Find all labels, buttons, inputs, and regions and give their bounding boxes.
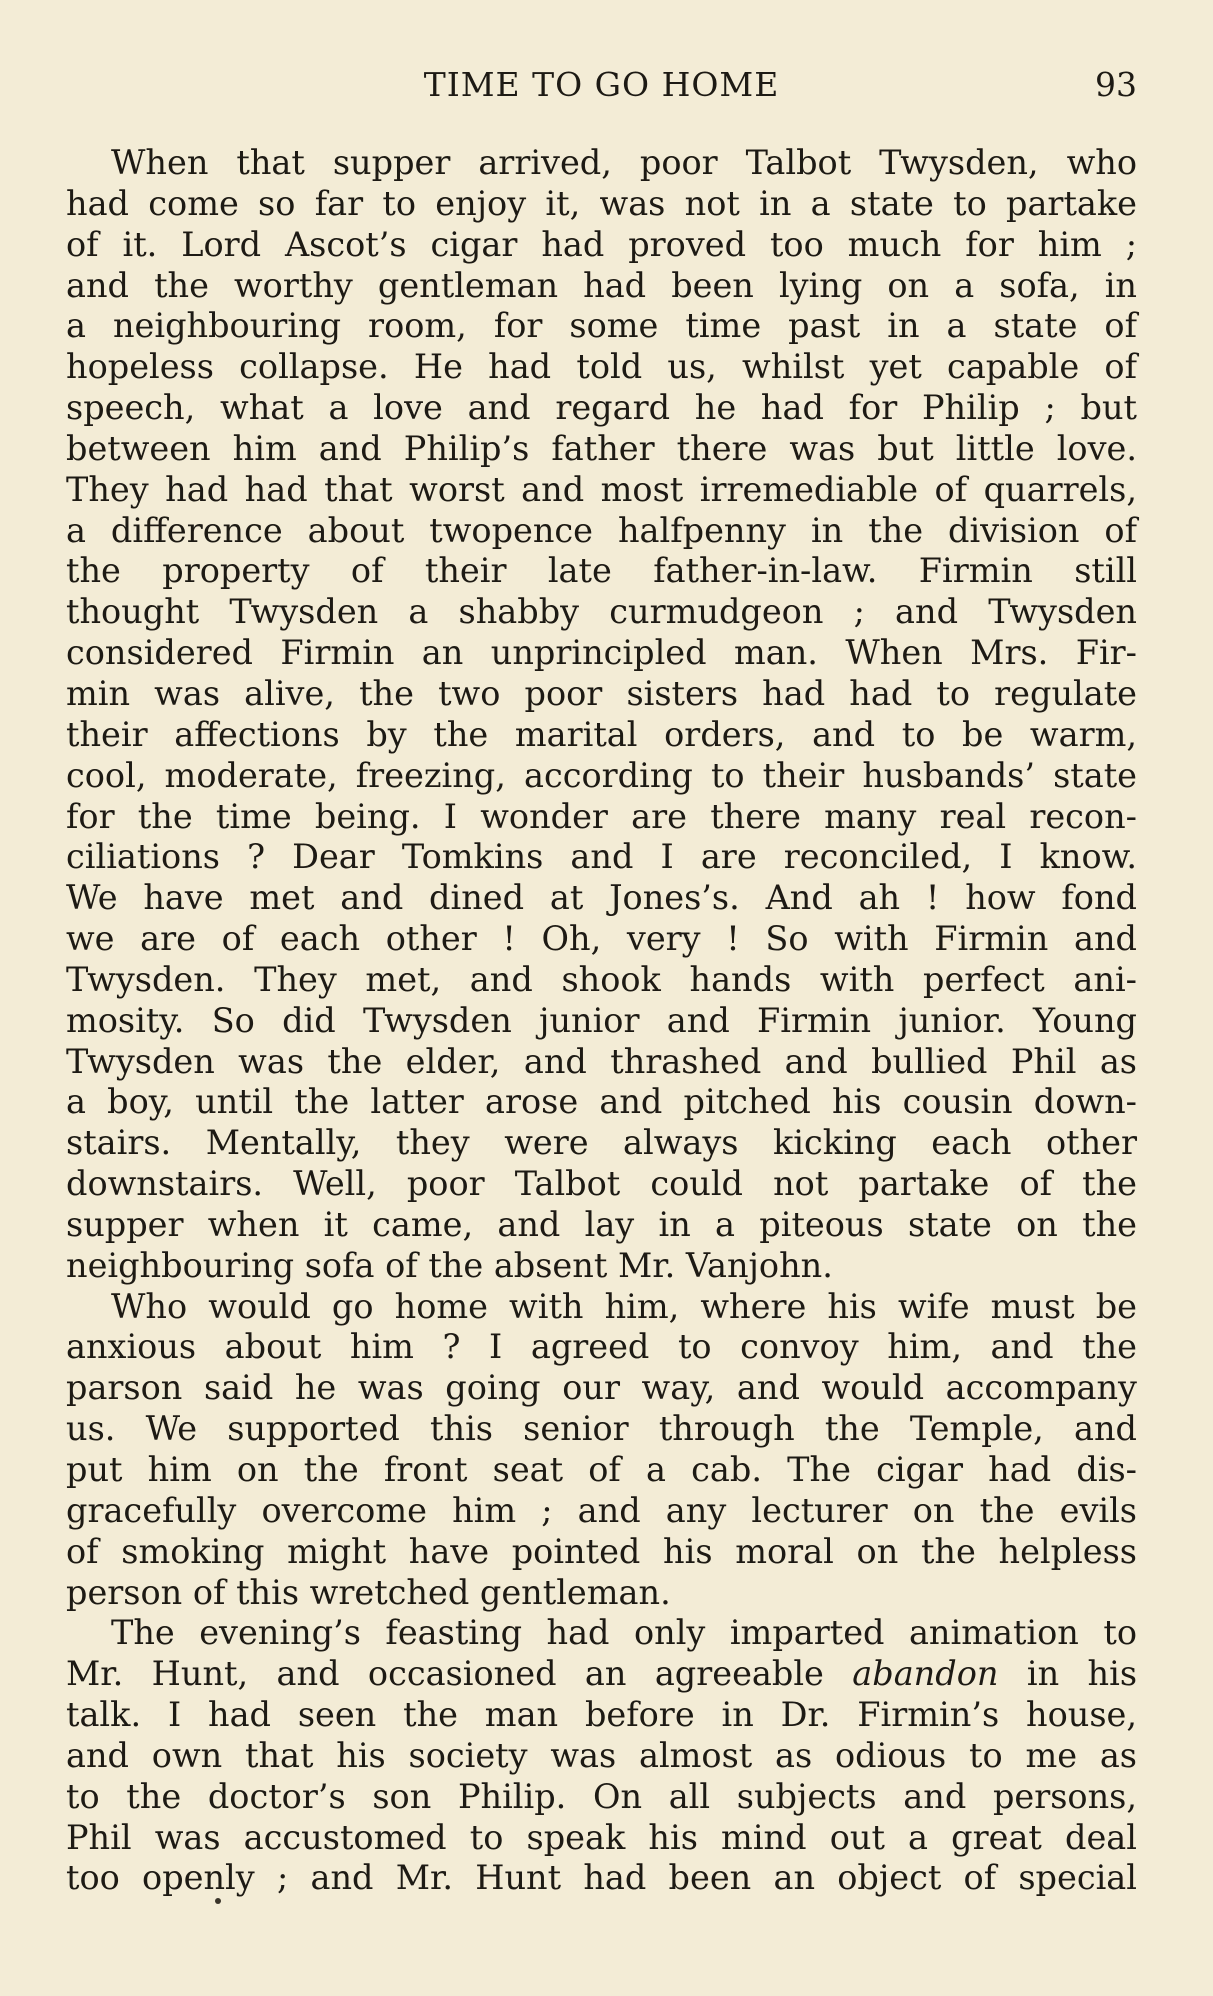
- ink-speck: [215, 1898, 221, 1904]
- running-title: TIME TO GO HOME: [423, 65, 780, 104]
- text-line: and the worthy gentleman had been lying on a sofa, in: [66, 265, 1137, 305]
- paragraph-2: [66, 1287, 1137, 1614]
- text-line: When that supper arrived, poor Talbot Twysden, who: [111, 143, 1137, 182]
- text-line: supper when it came, and lay in a piteous state on the: [66, 1204, 1137, 1244]
- text-line: downstairs. Well, poor Talbot could not partake of the: [66, 1164, 1137, 1204]
- text-line: and own that his society was almost as odious to me as: [66, 1735, 1137, 1775]
- text-line: ciliations ? Dear Tomkins and I are reconciled, I know.: [66, 837, 1137, 877]
- text-line: min was alive, the two poor sisters had had to regulate: [66, 673, 1137, 713]
- text-segment: Mr. Hunt, and occasioned an agreeable: [66, 1654, 824, 1694]
- text-line: Twysden was the elder, and thrashed and bullied Phil as: [66, 1041, 1137, 1081]
- text-line: to the doctor’s son Philip. On all subjects and persons,: [66, 1776, 1137, 1816]
- text-line: a difference about twopence halfpenny in the division of: [66, 510, 1137, 550]
- paragraph-1: [66, 143, 1137, 1287]
- text-line: of it. Lord Ascot’s cigar had proved too much for him ;: [66, 224, 1137, 264]
- text-line: between him and Philip’s father there was but little love.: [66, 428, 1137, 468]
- text-line: put him on the front seat of a cab. The cigar had dis-: [66, 1450, 1137, 1489]
- text-line: hopeless collapse. He had told us, whilst yet capable of: [66, 347, 1137, 387]
- text-line: person of this wretched gentleman.: [66, 1572, 671, 1612]
- text-line: Who would go home with him, where his wife must be: [111, 1286, 1137, 1326]
- text-line: considered Firmin an unprincipled man. When Mrs. Fir-: [66, 633, 1137, 673]
- paragraph-3: [66, 1613, 1137, 1899]
- text-segment: in his: [1026, 1654, 1138, 1694]
- text-line: mosity. So did Twysden junior and Firmin junior. Young: [66, 1000, 1137, 1040]
- page-number: 93: [1095, 65, 1137, 104]
- page-header: [66, 62, 1137, 108]
- text-line: too openly ; and Mr. Hunt had been an object of special: [66, 1858, 1137, 1898]
- text-line: their affections by the marital orders, and to be warm,: [66, 714, 1137, 754]
- text-body: [66, 143, 1137, 1899]
- text-line: had come so far to enjoy it, was not in a state to partake: [66, 183, 1137, 223]
- text-line: a boy, until the latter arose and pitched his cousin down-: [66, 1082, 1137, 1122]
- text-line: anxious about him ? I agreed to convoy him, and the: [66, 1327, 1137, 1367]
- text-line: talk. I had seen the man before in Dr. Firmin’s house,: [66, 1695, 1137, 1735]
- text-line: of smoking might have pointed his moral on the helpless: [66, 1531, 1137, 1571]
- text-line: stairs. Mentally, they were always kicking each other: [66, 1123, 1137, 1163]
- text-line: the property of their late father-in-law. Firmin still: [66, 551, 1137, 591]
- text-line: a neighbouring room, for some time past in a state of: [66, 306, 1137, 346]
- text-line: cool, moderate, freezing, according to their husbands’ state: [66, 755, 1137, 795]
- text-line: Phil was accustomed to speak his mind out a great deal: [66, 1817, 1137, 1857]
- text-line: thought Twysden a shabby curmudgeon ; and Twysden: [66, 592, 1137, 632]
- italic-word: abandon: [852, 1654, 999, 1694]
- text-line: They had had that worst and most irremediable of quarrels,: [66, 469, 1137, 509]
- text-line: us. We supported this senior through the Temple, and: [66, 1409, 1137, 1449]
- text-line: gracefully overcome him ; and any lecturer on the evils: [66, 1490, 1137, 1530]
- text-line: Twysden. They met, and shook hands with perfect ani-: [66, 959, 1137, 999]
- text-line: for the time being. I wonder are there many real recon-: [66, 796, 1137, 836]
- text-line-with-italic: [66, 1654, 1137, 1695]
- text-line: we are of each other ! Oh, very ! So with Firmin and: [66, 919, 1137, 959]
- text-line: The evening’s feasting had only imparted animation to: [111, 1613, 1137, 1653]
- text-line: We have met and dined at Jones’s. And ah ! how fond: [66, 878, 1137, 918]
- text-line: parson said he was going our way, and would accompany: [66, 1368, 1137, 1408]
- text-line: neighbouring sofa of the absent Mr. Vanjohn.: [66, 1245, 833, 1285]
- text-line: speech, what a love and regard he had for Philip ; but: [66, 388, 1137, 428]
